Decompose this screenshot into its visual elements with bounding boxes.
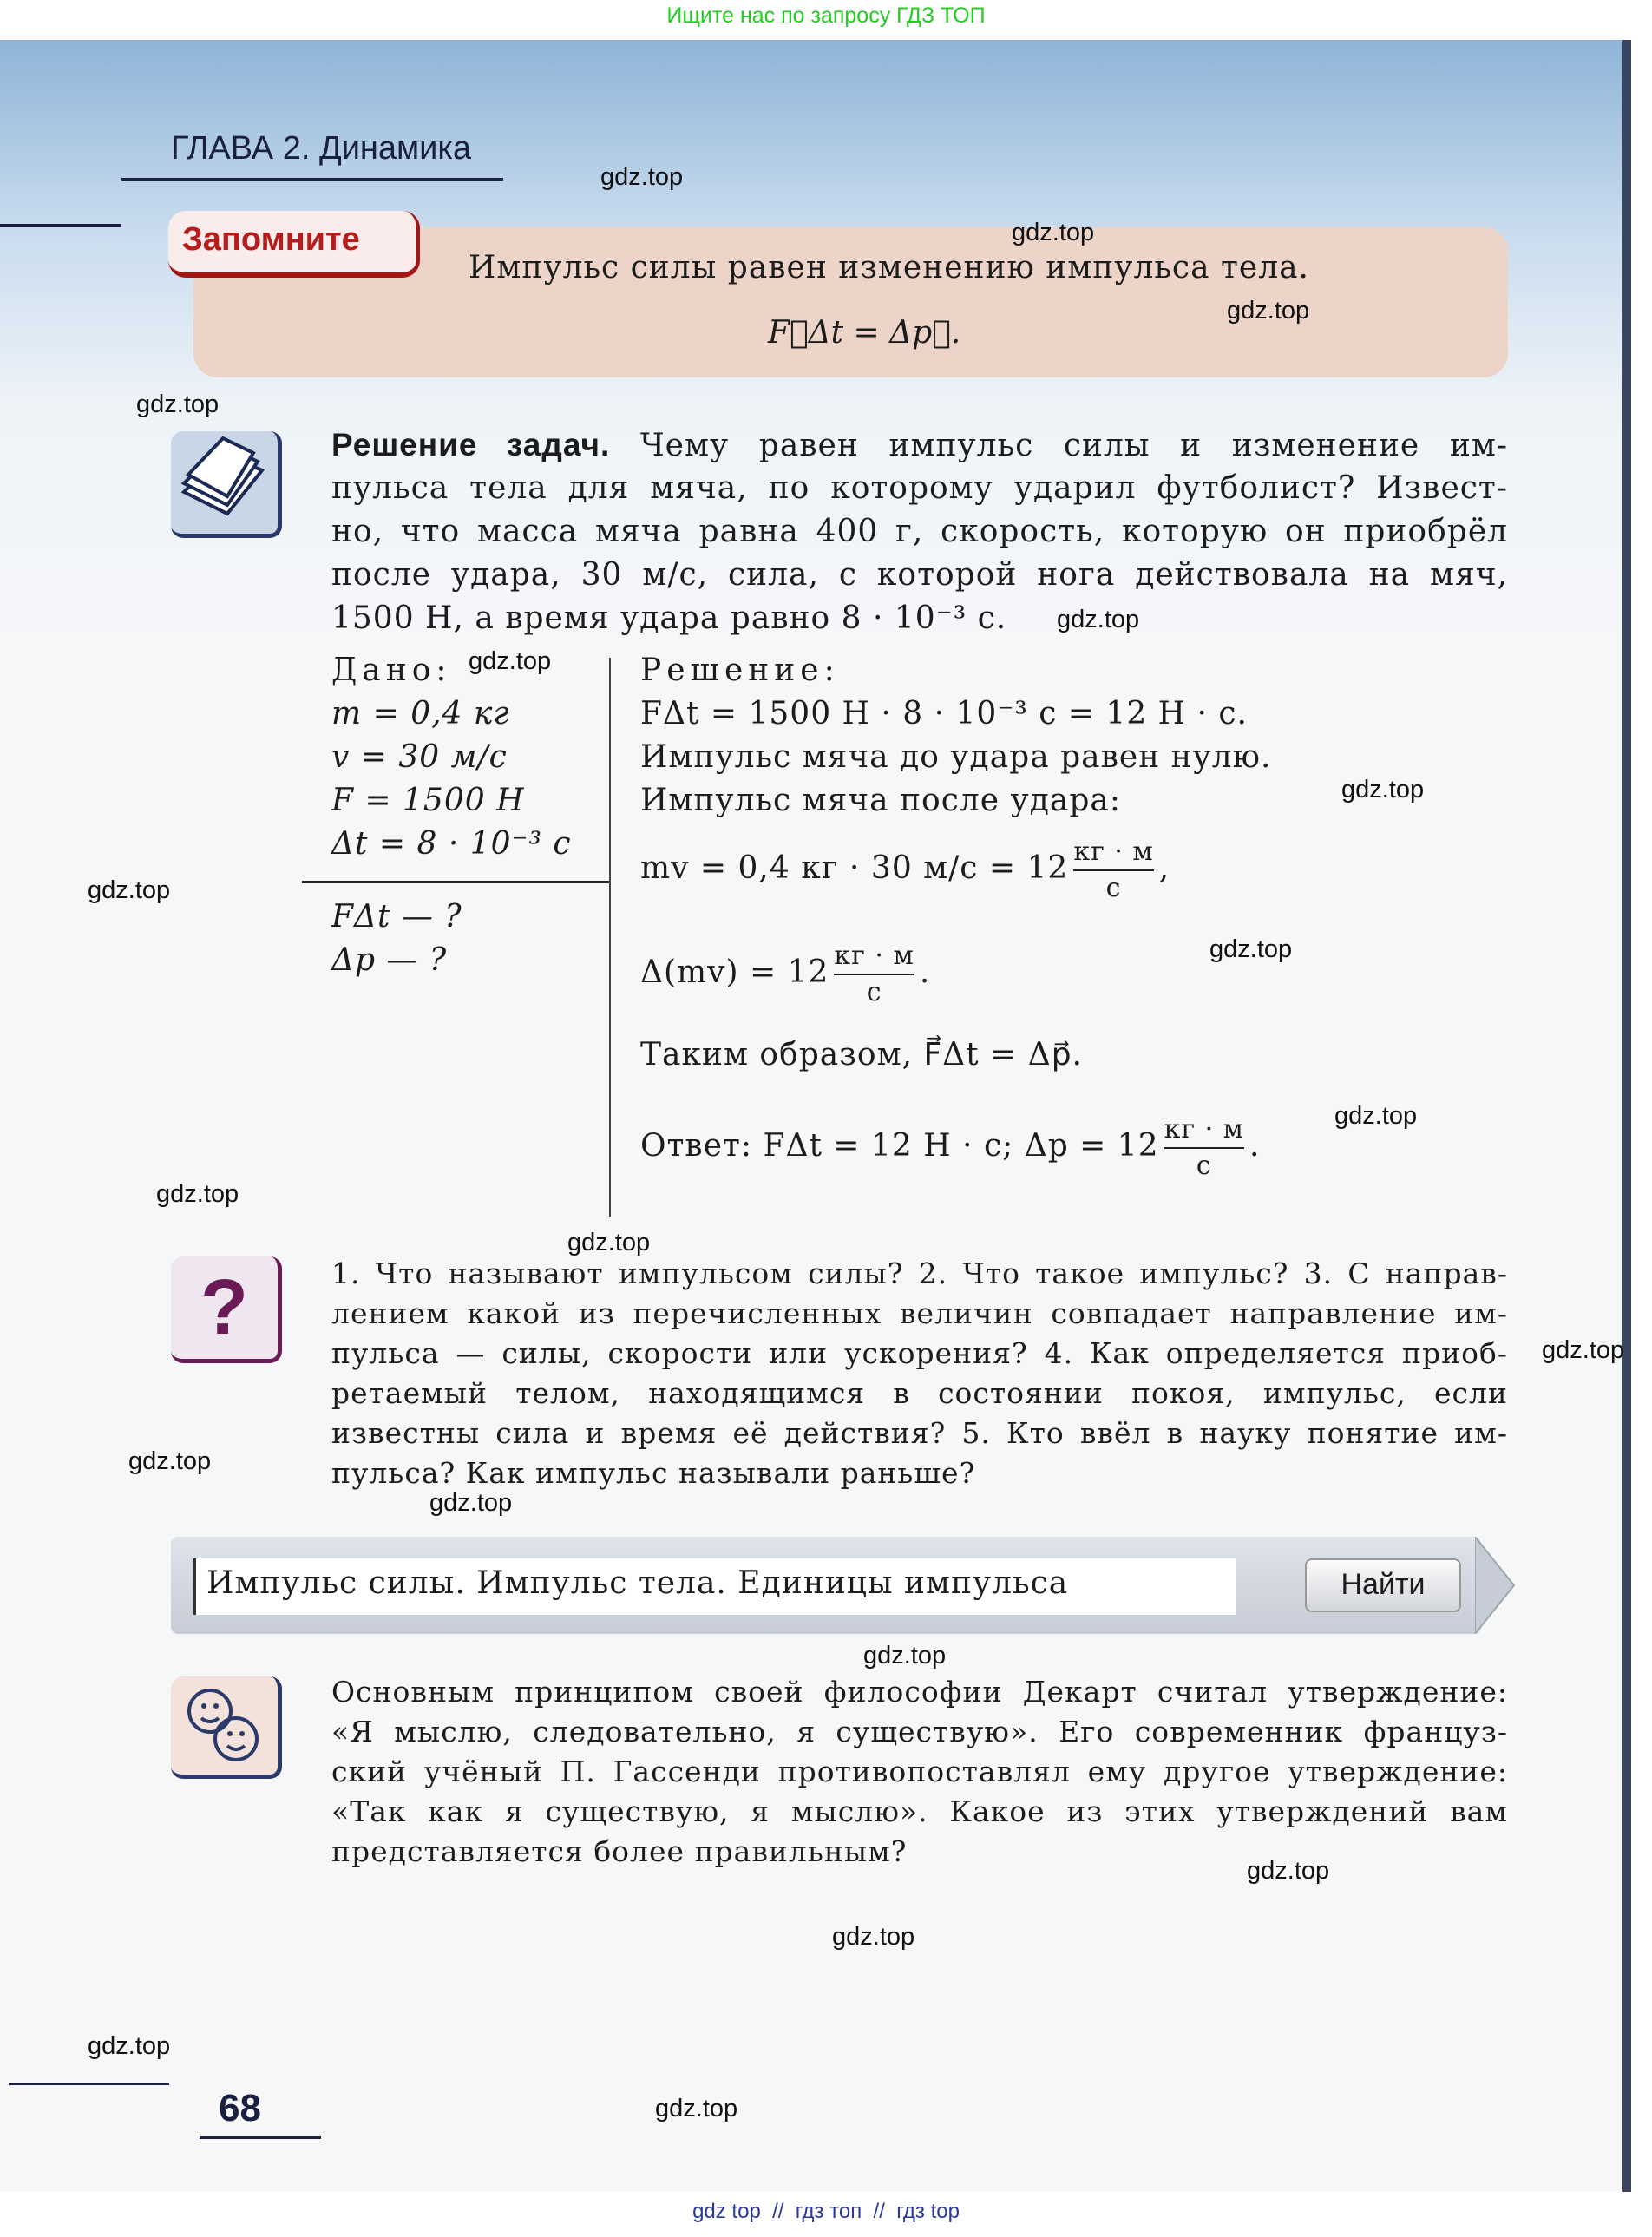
question-icon: ? (171, 1256, 282, 1363)
solution-line: mv = 0,4 кг · 30 м/с = 12 $\frac{кг \cdot м}{с}$ , (640, 835, 1170, 906)
philosophy-line: ский учёный П. Гассенди противопоставлял ему другое утверждение: (331, 1755, 1508, 1788)
solution-line: Δ(mv) = 12 $\frac{кг \cdot м}{с}$ . (640, 939, 930, 1010)
problem-line-1 (331, 427, 1508, 463)
watermark: gdz.top (88, 876, 171, 904)
unit-numerator: кг · м (834, 939, 914, 975)
watermark: gdz.top (1210, 935, 1293, 963)
question-line: лением какой из перечисленных величин совпадает направление им- (331, 1296, 1508, 1330)
page-number-rule (200, 2136, 321, 2139)
smiley-faces-icon (171, 1676, 282, 1779)
given-divider (302, 881, 609, 883)
watermark: gdz.top (567, 1229, 651, 1256)
find-item: FΔt — ? (331, 899, 462, 935)
question-line: пульса — силы, скорости или ускорения? 4. Как определяется приоб- (331, 1336, 1508, 1370)
unit-fraction (1164, 1112, 1244, 1184)
unit-denominator: с (1196, 1151, 1212, 1181)
philosophy-line: Основным принципом своей философии Декарт считал утверждение: (331, 1675, 1508, 1709)
watermark: gdz.top (1227, 297, 1310, 325)
search-input[interactable]: Импульс силы. Импульс тела. Единицы импульса (193, 1558, 1236, 1615)
remember-badge: Запомните (168, 211, 420, 278)
watermark: gdz.top (1012, 219, 1095, 246)
page-number: 68 (219, 2087, 261, 2129)
question-line: ретаемый телом, находящимся в состоянии покоя, импульс, если (331, 1376, 1508, 1410)
problem-line-3: но, что масса мяча равна 400 г, скорость, которую он приобрёл (331, 514, 1508, 549)
solution-line: Таким образом, F⃗Δt = Δp⃗. (640, 1037, 1083, 1073)
watermark: gdz.top (1247, 1857, 1330, 1885)
solution-line: Импульс мяча после удара: (640, 783, 1121, 818)
remember-formula: F⃗Δt = Δp⃗. (768, 315, 961, 351)
question-line: известны сила и время её действия? 5. Кто ввёл в науку понятие им- (331, 1416, 1508, 1450)
unit-numerator: кг · м (1073, 835, 1153, 871)
solution-mv: mv = 0,4 кг · 30 м/с = 12 (640, 850, 1069, 886)
chapter-rule (0, 224, 121, 227)
philosophy-line: «Я мыслю, следовательно, я существую». Его современник француз- (331, 1715, 1508, 1748)
watermark: gdz.top (128, 1447, 212, 1475)
find-item: Δp — ? (331, 942, 448, 978)
remember-text: Импульс силы равен изменению импульса тела. (469, 250, 1309, 285)
watermark: gdz.top (1057, 606, 1140, 633)
top-banner: Ищите нас по запросу ГДЗ ТОП (666, 3, 986, 28)
question-line: 1. Что называют импульсом силы? 2. Что такое импульс? 3. С направ- (331, 1256, 1508, 1290)
philosophy-line: «Так как я существую, я мыслю». Какое из этих утверждений вам (331, 1794, 1508, 1828)
watermark: gdz.top (863, 1642, 947, 1670)
solution-title: Решение: (640, 653, 840, 688)
problem-heading: Решение задач. (331, 427, 611, 462)
watermark: gdz.top (1341, 776, 1425, 804)
problem-line-4: после удара, 30 м/с, сила, с которой нога действовала на мяч, (331, 557, 1508, 593)
watermark: gdz.top (1542, 1336, 1625, 1364)
given-item: Δt = 8 · 10⁻³ с (331, 826, 572, 862)
solution-delta: Δ(mv) = 12 (640, 954, 829, 990)
given-item: m = 0,4 кг (331, 696, 510, 731)
unit-denominator: с (866, 977, 882, 1007)
answer-text: Ответ: FΔt = 12 Н · с; Δp = 12 (640, 1128, 1159, 1164)
watermark: gdz.top (600, 163, 684, 191)
answer-line: Ответ: FΔt = 12 Н · с; Δp = 12 $\frac{кг \cdot м}{с}$ . (640, 1112, 1260, 1184)
watermark: gdz.top (1334, 1102, 1418, 1130)
unit-denominator: с (1105, 873, 1122, 903)
solution-divider (609, 658, 611, 1217)
watermark: gdz.top (136, 390, 220, 418)
search-button[interactable]: Найти (1305, 1558, 1461, 1612)
solution-line: Импульс мяча до удара равен нулю. (640, 739, 1272, 775)
philosophy-line: представляется более правильным? (331, 1834, 908, 1868)
watermark: gdz.top (655, 2095, 738, 2122)
unit-fraction (834, 939, 914, 1010)
chapter-title: ГЛАВА 2. Динамика (171, 130, 471, 167)
problem-line-5: 1500 Н, а время удара равно 8 · 10⁻³ с. (331, 600, 1007, 636)
given-item: v = 30 м/с (331, 739, 508, 775)
search-panel-arrow (1475, 1537, 1517, 1634)
footer-links: gdz top // гдз топ // гдз top (692, 2200, 960, 2223)
watermark: gdz.top (832, 1923, 915, 1951)
page-number-rule (9, 2083, 169, 2085)
problem-text: Чему равен импульс силы и изменение им- (639, 428, 1508, 463)
book-stack-icon (171, 431, 282, 538)
given-title: Дано: (331, 653, 452, 688)
given-item: F = 1500 Н (331, 783, 525, 818)
watermark: gdz.top (88, 2032, 171, 2060)
watermark: gdz.top (156, 1180, 239, 1208)
problem-line-2: пульса тела для мяча, по которому ударил футболист? Извест- (331, 470, 1508, 506)
watermark: gdz.top (469, 647, 552, 675)
unit-fraction (1073, 835, 1153, 906)
question-line: пульса? Как импульс называли раньше? (331, 1456, 976, 1490)
watermark: gdz.top (429, 1489, 513, 1517)
unit-numerator: кг · м (1164, 1112, 1244, 1149)
solution-line: FΔt = 1500 Н · 8 · 10⁻³ с = 12 Н · с. (640, 696, 1248, 731)
chapter-underline (121, 178, 503, 181)
